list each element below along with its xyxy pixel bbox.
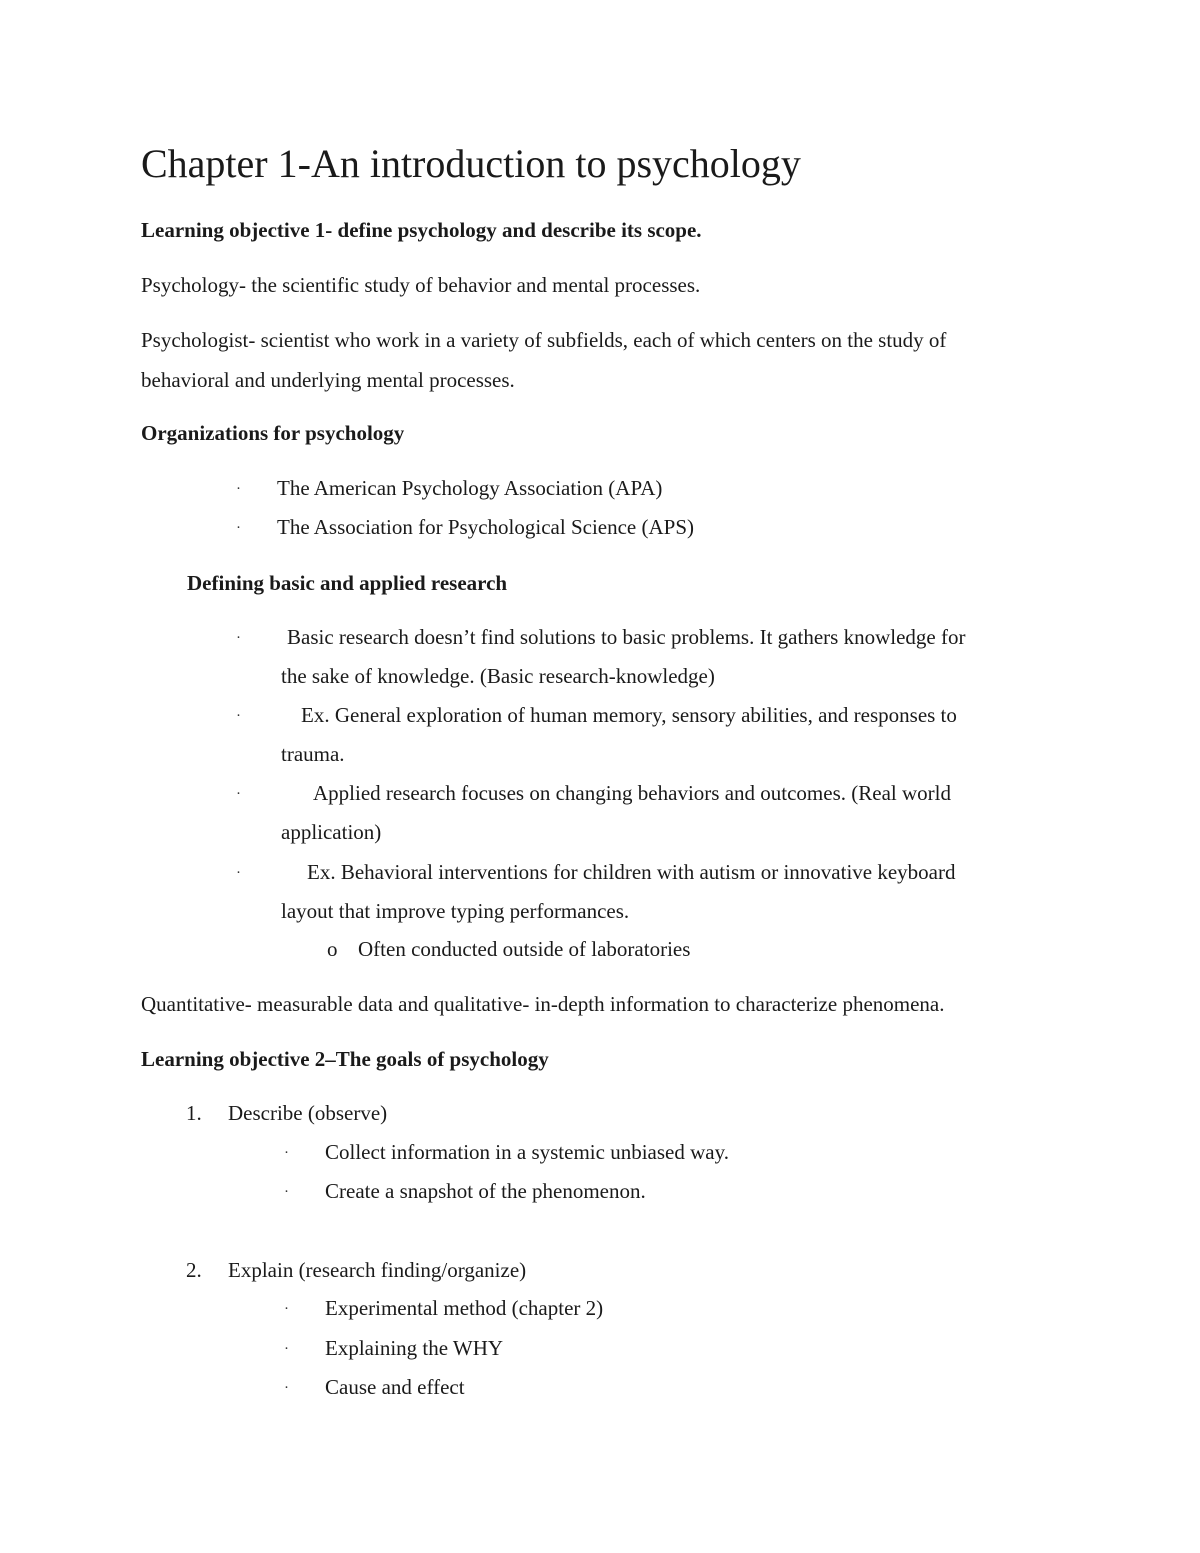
research-item-applied-line1: Applied research focuses on changing behaviors and outcomes. (Real world	[313, 781, 951, 805]
psychologist-definition-line1: Psychologist- scientist who work in a variety of subfields, each of which centers on the study of	[141, 328, 947, 352]
research-item-basic-line2: the sake of knowledge. (Basic research-knowledge)	[281, 664, 715, 688]
lo1-heading: Learning objective 1- define psychology and describe its scope.	[141, 218, 702, 242]
org-item-apa: The American Psychology Association (APA)	[277, 476, 663, 500]
bullet-icon: ·	[236, 520, 241, 536]
research-item-ex1-line1: Ex. General exploration of human memory, sensory abilities, and responses to	[301, 703, 957, 727]
goal-label-explain: Explain (research finding/organize)	[228, 1258, 527, 1282]
bullet-icon: ·	[236, 481, 241, 497]
goal-number: 2.	[186, 1258, 202, 1282]
goal-point: Collect information in a systemic unbiased way.	[325, 1140, 729, 1164]
bullet-icon: ·	[284, 1301, 289, 1317]
page-title: Chapter 1-An introduction to psychology	[141, 141, 801, 186]
goal-point: Experimental method (chapter 2)	[325, 1296, 604, 1320]
lo2-heading: Learning objective 2–The goals of psychology	[141, 1047, 549, 1071]
goal-number: 1.	[186, 1101, 202, 1125]
research-item-ex1-line2: trauma.	[281, 742, 345, 766]
organizations-heading: Organizations for psychology	[141, 421, 405, 445]
goal-point: Explaining the WHY	[325, 1336, 504, 1360]
research-item-basic-line1: Basic research doesn’t find solutions to basic problems. It gathers knowledge for	[287, 625, 966, 649]
bullet-icon: ·	[284, 1380, 289, 1396]
research-item-ex2-line1: Ex. Behavioral interventions for children with autism or innovative keyboard	[307, 860, 956, 884]
bullet-icon: ·	[284, 1341, 289, 1357]
goal-point: Cause and effect	[325, 1375, 465, 1399]
research-item-ex2-line2: layout that improve typing performances.	[281, 899, 630, 923]
psychologist-definition-line2: behavioral and underlying mental processes.	[141, 368, 515, 392]
research-item-applied-line2: application)	[281, 820, 382, 844]
sub-bullet-icon: o	[327, 937, 338, 961]
psychology-definition: Psychology- the scientific study of behavior and mental processes.	[141, 273, 701, 297]
quantitative-qualitative: Quantitative- measurable data and qualitative- in-depth information to characterize phenomena.	[141, 992, 945, 1016]
org-item-aps: The Association for Psychological Science (APS)	[277, 515, 695, 539]
bullet-icon: ·	[236, 786, 241, 802]
goal-label-describe: Describe (observe)	[228, 1101, 388, 1125]
research-heading: Defining basic and applied research	[187, 571, 508, 595]
bullet-icon: ·	[236, 865, 241, 881]
sub-item: Often conducted outside of laboratories	[358, 937, 691, 961]
bullet-icon: ·	[236, 630, 241, 646]
goal-point: Create a snapshot of the phenomenon.	[325, 1179, 646, 1203]
bullet-icon: ·	[284, 1184, 289, 1200]
bullet-icon: ·	[284, 1145, 289, 1161]
bullet-icon: ·	[236, 708, 241, 724]
